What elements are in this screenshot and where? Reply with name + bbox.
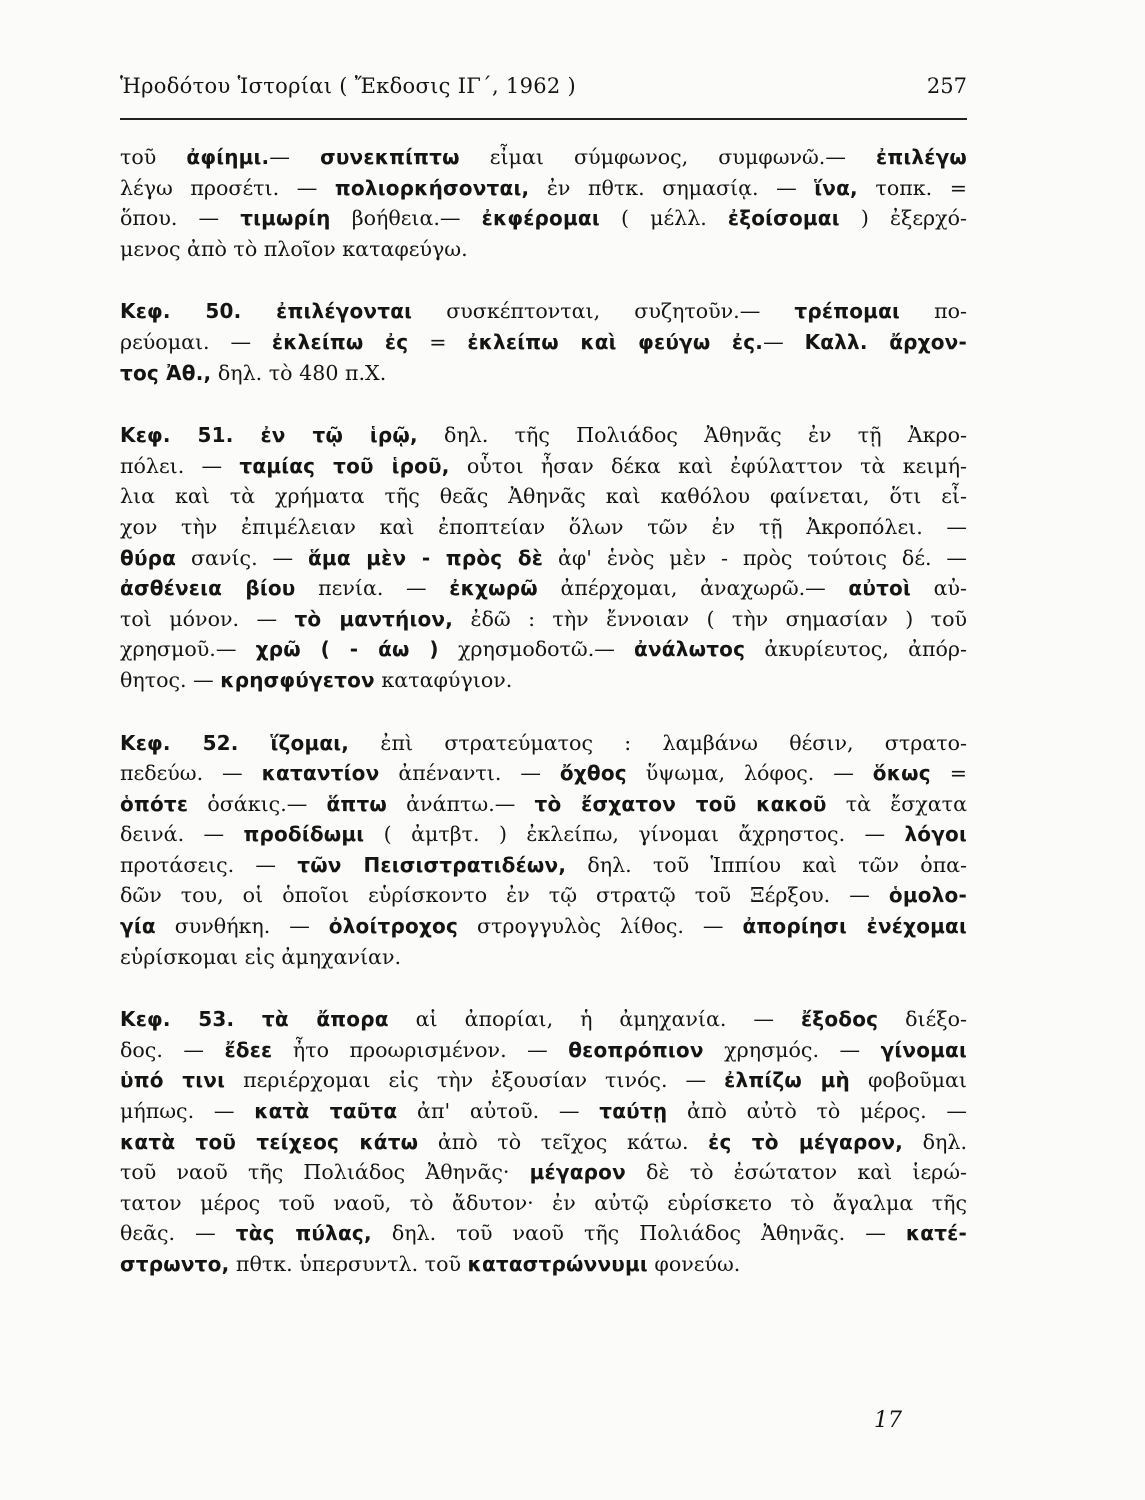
gloss: λέγω προσέτι. — [120,175,335,200]
lemma: Κεφ. 53. τὰ ἄπορα [120,1007,389,1032]
gloss: λια καὶ τὰ χρήματα τῆς θεᾶς Ἀθηνᾶς καὶ καθόλου φαίνεται, ὅτι εἶ- [120,484,967,509]
lemma: γία [120,914,156,939]
gloss: = [408,329,468,354]
lemma: ταύτῃ [599,1099,668,1124]
text-line [120,1127,967,1158]
gloss: προτάσεις. — [120,852,298,877]
lemma: μέγαρον [529,1160,626,1185]
paragraph [120,420,967,695]
lemma: ἐκλείπω καὶ φεύγω ἐς. [467,329,764,354]
gloss: οὗτοι ἦσαν δέκα καὶ ἐφύλαττον τὰ κειμή- [449,453,968,478]
gloss: φοβοῦμαι [849,1068,968,1093]
gloss: αἱ ἀπορίαι, ἡ ἀμηχανία. — [388,1007,801,1032]
lemma: ἐκχωρῶ [449,576,538,601]
gloss: τὰ ἔσχατα [826,791,967,816]
gloss: τοπκ. = [857,175,967,200]
lemma: χρῶ ( - άω ) [255,637,439,662]
text-line [120,1035,967,1066]
lemma: ἀπορίησι ἐνέχομαι [742,914,967,939]
gloss: ὅπου. — [120,206,241,231]
gloss: χον τὴν ἐπιμέλειαν καὶ ἐποπτείαν ὅλων τῶν ἐν τῇ Ἀκροπόλει. — [120,514,967,539]
lemma: ταμίας τοῦ ἱροῦ, [239,453,450,478]
lemma: ἐξοίσομαι [727,206,840,231]
commentary-body [120,142,967,1312]
lemma: ἐπιλέγω [876,145,967,169]
gloss: εἶμαι σύμφωνος, συμφωνῶ.— [459,145,877,169]
gloss: δηλ. [903,1129,967,1154]
gloss: διέξο- [878,1007,968,1032]
lemma: τῶν Πεισιστρατιδέων, [297,852,567,877]
gloss: δηλ. τοῦ ναοῦ τῆς Πολιάδος Ἀθηνᾶς. — [371,1221,906,1246]
gloss: μήπως. — [120,1099,255,1124]
gloss: ὕψωμα, λόφος. — [626,761,873,786]
text-line [120,142,967,173]
gloss: ἀπὸ αὐτὸ τὸ μέρος. — [667,1099,968,1124]
lemma: Κεφ. 50. ἐπιλέγονται [120,299,413,324]
gloss: ἐπὶ στρατεύματος : λαμβάνω θέσιν, στρατο- [349,730,967,755]
gloss: δηλ. τὸ 480 π.Χ. [211,360,387,385]
gloss: αὐ- [910,576,967,601]
gloss: χρησμοῦ.— [120,637,256,662]
gloss: καταφύγιον. [374,667,513,692]
lemma: γίνομαι [880,1037,967,1062]
lemma: ἐκλείπω ἐς [271,329,409,354]
gloss: ( μέλλ. [599,206,728,231]
gloss: τοὶ μόνον. — [120,606,295,631]
lemma: καταντίον [261,761,380,786]
gloss: δῶν του, οἱ ὁποῖοι εὑρίσκοντο ἐν τῷ στρατῷ τοῦ Ξέρξου. — [120,883,889,908]
lemma: Κεφ. 52. ἵζομαι, [120,730,350,755]
lemma: ἐλπίζω μὴ [724,1068,850,1093]
text-line [120,789,967,820]
paragraph [120,1004,967,1279]
text-line [120,512,967,543]
text-line [120,880,967,911]
lemma: ἅπτω [326,791,387,816]
gloss: χρησμοδοτῶ.— [438,637,635,662]
gloss: πόλει. — [120,453,240,478]
gloss: συνθήκη. — [155,914,329,939]
text-line [120,1004,967,1035]
lemma: ἐς τὸ μέγαρον, [708,1129,904,1154]
lemma: ὄχθος [559,761,627,786]
text-line [120,358,967,389]
gloss: ὁσάκις.— [188,791,327,816]
gloss: ἀπέναντι. — [379,761,560,786]
paragraph [120,296,967,388]
lemma: ἅμα μὲν - πρὸς δὲ [307,545,544,570]
gloss: μενος ἀπὸ τὸ πλοῖον καταφεύγω. [120,236,468,261]
lemma: τὰς πύλας, [235,1221,372,1246]
text-line [120,296,967,327]
gloss: θητος. — [120,667,221,692]
gloss: σανίς. — [176,545,308,570]
gloss: περιέρχομαι εἰς τὴν ἐξουσίαν τινός. — [225,1068,725,1093]
text-line [120,728,967,759]
gloss: τοῦ ναοῦ τῆς Πολιάδος Ἀθηνᾶς· [120,1160,530,1185]
gloss: πο- [900,299,967,324]
lemma: Κεφ. 51. ἐν τῷ ἱρῷ, [120,423,418,448]
gloss: βοήθεια.— [330,206,482,231]
lemma: τιμωρίη [240,206,331,231]
lemma: ὁπότε [120,791,189,816]
lemma: ὅκως [872,761,931,786]
text-line [120,850,967,881]
gloss: εὑρίσκομαι εἰς ἀμηχανίαν. [120,944,402,969]
gloss: = [930,761,967,786]
lemma: ἔξοδος [800,1007,879,1032]
lemma: κατὰ ταῦτα [254,1099,398,1124]
text-line [120,543,967,574]
text-line [120,1218,967,1249]
running-header [120,68,967,120]
text-line [120,1065,967,1096]
gloss: ( ἀμτβτ. ) ἐκλείπω, γίνομαι ἄχρηστος. — [364,822,905,847]
text-line [120,604,967,635]
text-line [120,1249,967,1280]
gloss: στρογγυλὸς λίθος. — [458,914,743,939]
lemma: κρησφύγετον [220,667,375,692]
text-line [120,758,967,789]
paragraph [120,142,967,264]
text-line [120,1096,967,1127]
lemma: ἀφίημι. [186,145,270,169]
text-line [120,420,967,451]
lemma: θύρα [120,545,177,570]
lemma: ἐκφέρομαι [481,206,600,231]
lemma: τος Ἀθ., [120,360,212,385]
gloss: ἀκυρίευτος, ἀπόρ- [745,637,967,662]
text-line [120,327,967,358]
gloss: ἀφ' ἑνὸς μὲν - πρὸς τούτοις δέ. — [543,545,967,570]
text-line [120,911,967,942]
text-line [120,942,967,973]
text-line [120,173,967,204]
gloss: δηλ. τῆς Πολιάδος Ἀθηνᾶς ἐν τῇ Ἀκρο- [417,423,967,448]
gloss: ἐν πθτκ. σημασίᾳ. — [529,175,815,200]
lemma: τρέπομαι [794,299,901,324]
signature-number: 17 [874,1408,902,1433]
paragraph [120,728,967,973]
lemma: καταστρώννυμι [467,1252,648,1276]
gloss: ἀπέρχομαι, ἀναχωρῶ.— [537,576,849,601]
lemma: ἔδεε [224,1037,273,1062]
lemma: ἀσθένεια βίου [120,576,296,601]
text-line [120,481,967,512]
lemma: αὐτοὶ [848,576,911,601]
gloss: ἦτο προωρισμένον. — [272,1037,569,1062]
lemma: πολιορκήσονται, [334,175,530,200]
lemma: συνεκπίπτω [320,145,460,169]
text-line [120,665,967,696]
gloss: ἀπ' αὐτοῦ. — [397,1099,600,1124]
lemma: προδίδωμι [243,822,365,847]
lemma: στρωντο, [120,1252,230,1276]
gloss: δεινά. — [120,822,244,847]
text-line [120,234,967,265]
text-line [120,634,967,665]
gloss: συσκέπτονται, συζητοῦν.— [412,299,795,324]
gloss: θεᾶς. — [120,1221,236,1246]
lemma: κατὰ τοῦ τείχεος κάτω [120,1129,419,1154]
gloss: δὲ τὸ ἐσώτατον καὶ ἱερώ- [625,1160,967,1185]
lemma: ὑπό τινι [120,1068,226,1093]
gloss: — [269,145,321,169]
gloss: ) ἐξερχό- [839,206,967,231]
page-number: 257 [926,74,967,98]
gloss: δος. — [120,1037,225,1062]
lemma: λόγοι [904,822,967,847]
gloss: τατον μέρος τοῦ ναοῦ, τὸ ἄδυτον· ἐν αὐτῷ εὑρίσκετο τὸ ἄγαλμα τῆς [120,1190,967,1215]
lemma: τὸ ἔσχατον τοῦ κακοῦ [534,791,827,816]
gloss: φονεύω. [647,1252,741,1276]
lemma: ἵνα, [814,175,858,200]
gloss: πθτκ. ὑπερσυντλ. τοῦ [229,1252,468,1276]
gloss: χρησμός. — [703,1037,881,1062]
lemma: ὀλοίτροχος [328,914,459,939]
gloss: ἀπὸ τὸ τεῖχος κάτω. [418,1129,709,1154]
gloss: ἐδῶ : τὴν ἔννοιαν ( τὴν σημασίαν ) τοῦ [453,606,967,631]
text-line [120,573,967,604]
lemma: Καλλ. ἄρχον- [804,329,968,354]
text-line [120,451,967,482]
lemma: τὸ μαντήιον, [294,606,454,631]
gloss: δηλ. τοῦ Ἱππίου καὶ τῶν ὀπα- [566,852,968,877]
lemma: ἀνάλωτος [634,637,746,662]
gloss: ρεύομαι. — [120,329,272,354]
lemma: θεοπρόπιον [568,1037,704,1062]
gloss: πενία. — [295,576,450,601]
text-line [120,819,967,850]
lemma: κατέ- [905,1221,967,1246]
gloss: ἀνάπτω.— [387,791,535,816]
gloss: — [763,329,805,354]
gloss: πεδεύω. — [120,761,262,786]
header-title: Ἡροδότου Ἱστορίαι ( Ἔκδοσις ΙΓ΄, 1962 ) [120,74,577,98]
text-line [120,1157,967,1188]
text-line [120,203,967,234]
lemma: ὁμολο- [888,883,967,908]
text-line [120,1188,967,1219]
gloss: τοῦ [120,145,187,169]
